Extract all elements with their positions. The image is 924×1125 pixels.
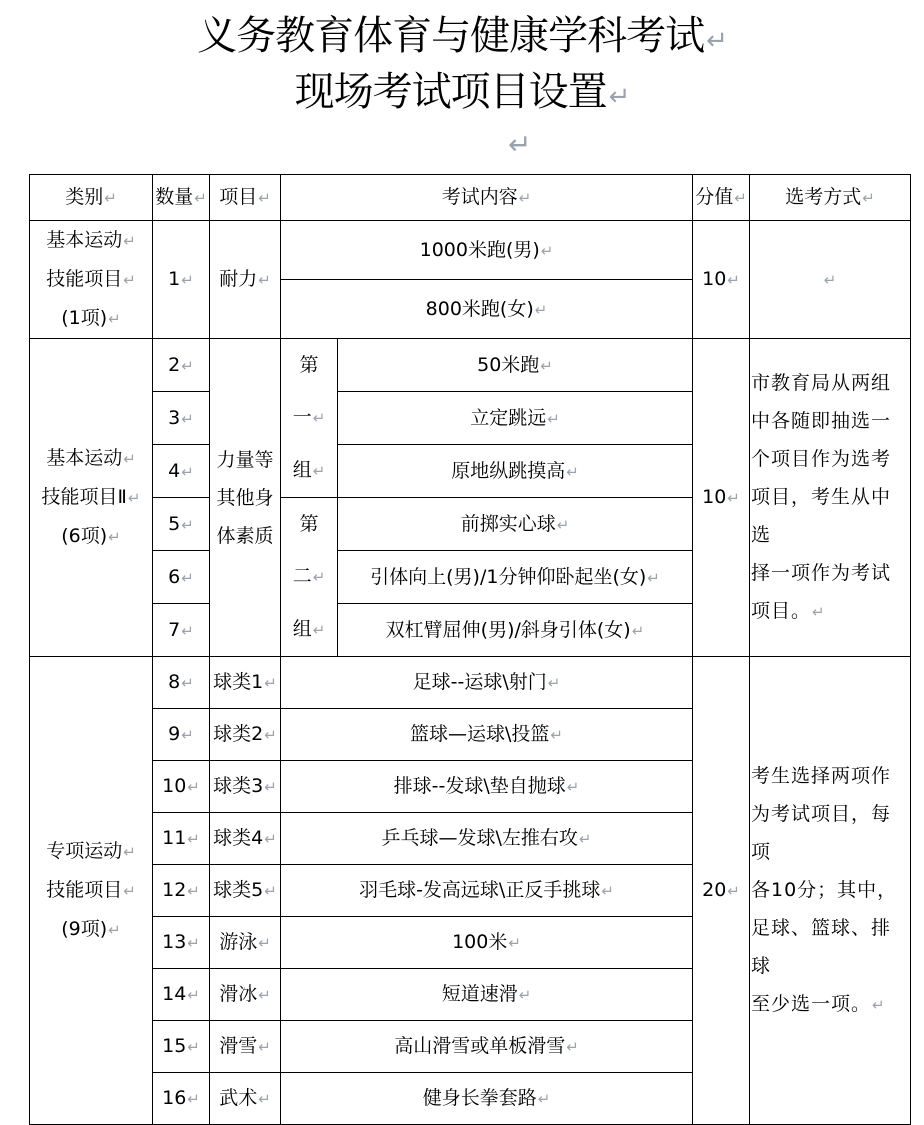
number-text: 8 ↵ (168, 671, 194, 693)
content-text: 短道速滑 ↵ (442, 983, 532, 1005)
item-cell (210, 813, 281, 865)
table-row (30, 657, 911, 709)
group-line: 第 (299, 354, 319, 376)
number-cell (153, 917, 210, 969)
content-cell (281, 221, 693, 280)
group-line: 第 (299, 513, 319, 535)
category-cell (30, 221, 153, 339)
table-row (30, 339, 911, 392)
group-one-cell (281, 339, 338, 498)
content-text: 1000米跑(男) ↵ (420, 239, 554, 261)
content-text: 引体向上(男)/1分钟仰卧起坐(女) ↵ (370, 566, 660, 588)
number-text: 15 ↵ (162, 1035, 200, 1057)
number-cell (153, 551, 210, 604)
method-line: 至少选一项。 ↵ (751, 985, 910, 1024)
item-line: 力量等 (216, 448, 274, 471)
method-line: 择一项作为考试 (751, 562, 892, 584)
number-text: 4 ↵ (168, 460, 194, 482)
content-cell (338, 339, 693, 392)
item-cell (210, 761, 281, 813)
content-cell (338, 445, 693, 498)
category-cell (30, 339, 153, 657)
content-cell (338, 551, 693, 604)
content-cell (281, 280, 693, 339)
number-text: 7 ↵ (168, 619, 194, 641)
item-cell (210, 221, 281, 339)
content-cell (338, 498, 693, 551)
number-cell (153, 761, 210, 813)
number-text: 14 ↵ (162, 983, 200, 1005)
content-cell (281, 917, 693, 969)
content-cell (281, 865, 693, 917)
method-line: 个项目作为选考 (751, 448, 892, 470)
content-text: 原地纵跳摸高 ↵ (451, 460, 579, 482)
score-cell (693, 339, 750, 657)
number-cell (153, 392, 210, 445)
category-line: 基本运动 ↵ (30, 221, 152, 260)
content-text: 排球--发球\垫自抛球 ↵ (394, 775, 580, 797)
content-text: 前掷实心球 ↵ (461, 513, 570, 535)
number-text: 12 ↵ (162, 879, 200, 901)
number-cell (153, 604, 210, 657)
group-line: 组 ↵ (281, 603, 337, 656)
method-line: 足球、篮球、排球 (751, 917, 892, 977)
number-cell (153, 339, 210, 392)
item-text: 球类5 ↵ (213, 879, 277, 901)
header-category-text: 类别 ↵ (65, 186, 117, 208)
score-cell (693, 221, 750, 339)
item-text: 武术 ↵ (219, 1087, 271, 1109)
number-cell (153, 1073, 210, 1125)
item-text: 球类4 ↵ (213, 827, 277, 849)
item-cell (210, 865, 281, 917)
content-text: 双杠臂屈伸(男)/斜身引体(女) ↵ (386, 619, 645, 641)
number-text: 16 ↵ (162, 1087, 200, 1109)
paragraph-mark-icon: ↵ (706, 26, 727, 56)
content-text: 足球--运球\射门 ↵ (413, 671, 561, 693)
header-method-text: 选考方式 ↵ (785, 186, 875, 208)
number-cell (153, 445, 210, 498)
title-line2-text: 现场考试项目设置 (294, 69, 607, 115)
item-line: 体素质 (216, 524, 274, 547)
item-text: 滑雪 ↵ (219, 1035, 271, 1057)
content-text: 立定跳远 ↵ (470, 407, 560, 429)
number-cell (153, 1021, 210, 1073)
method-line: 项目，考生从中选 (751, 486, 892, 546)
method-cell (750, 657, 911, 1125)
header-content-text: 考试内容 ↵ (442, 186, 532, 208)
number-text: 3 ↵ (168, 407, 194, 429)
method-cell (750, 339, 911, 657)
item-text: 球类1 ↵ (213, 671, 277, 693)
item-text: 球类3 ↵ (213, 775, 277, 797)
number-cell (153, 865, 210, 917)
item-cell (210, 969, 281, 1021)
content-text: 高山滑雪或单板滑雪 ↵ (394, 1035, 579, 1057)
header-method (750, 175, 911, 221)
item-cell (210, 1021, 281, 1073)
item-text: 滑冰 ↵ (219, 983, 271, 1005)
number-text: 6 ↵ (168, 566, 194, 588)
title-line1-text: 义务教育体育与健康学科考试 (197, 13, 705, 59)
content-text: 羽毛球-发高远球\正反手挑球 ↵ (359, 879, 614, 901)
number-cell (153, 657, 210, 709)
item-text: 游泳 ↵ (219, 931, 271, 953)
item-cell (210, 917, 281, 969)
paragraph-mark-icon: ↵ (508, 128, 532, 161)
content-text: 800米跑(女) ↵ (426, 298, 548, 320)
content-cell (338, 604, 693, 657)
header-score-text: 分值 ↵ (695, 186, 747, 208)
content-cell (281, 1021, 693, 1073)
score-text: 20 ↵ (702, 879, 740, 901)
number-cell (153, 221, 210, 339)
content-cell (281, 761, 693, 813)
header-content (281, 175, 693, 221)
category-line: (1项) ↵ (30, 299, 152, 338)
number-text: 13 ↵ (162, 931, 200, 953)
method-line: 考生选择两项作 (751, 765, 892, 787)
category-line: 基本运动 ↵ (30, 439, 152, 478)
number-cell (153, 709, 210, 761)
group-line: 一 ↵ (281, 391, 337, 444)
category-cell (30, 657, 153, 1125)
paragraph-mark-icon: ↵ (608, 82, 630, 112)
method-line: 为考试项目，每项 (751, 803, 892, 863)
content-text: 100米 ↵ (452, 931, 521, 953)
content-cell (281, 969, 693, 1021)
content-text: 50米跑 ↵ (477, 354, 553, 376)
group-line: 组 ↵ (281, 444, 337, 497)
header-count (153, 175, 210, 221)
item-cell (210, 1073, 281, 1125)
number-text: 10 ↵ (162, 775, 200, 797)
number-cell (153, 498, 210, 551)
paragraph-mark-icon: ↵ (823, 271, 837, 289)
content-cell (281, 657, 693, 709)
table-row (30, 221, 911, 280)
item-cell (210, 709, 281, 761)
method-line: 市教育局从两组 (751, 372, 892, 394)
header-category (30, 175, 153, 221)
score-text: 10 ↵ (702, 486, 740, 508)
content-text: 乒乓球—发球\左推右攻 ↵ (382, 827, 592, 849)
content-text: 篮球—运球\投篮 ↵ (410, 723, 563, 745)
header-item (210, 175, 281, 221)
group-line: 二 ↵ (281, 550, 337, 603)
content-text: 健身长拳套路 ↵ (423, 1087, 551, 1109)
category-line: (6项) ↵ (30, 517, 152, 556)
number-cell (153, 969, 210, 1021)
group-two-cell (281, 498, 338, 657)
content-cell (281, 813, 693, 865)
item-cell (210, 339, 281, 657)
header-row (30, 175, 911, 221)
score-cell (693, 657, 750, 1125)
doc-title-line2 (0, 66, 924, 123)
category-line: 专项运动 ↵ (30, 832, 152, 871)
item-cell (210, 657, 281, 709)
number-text: 5 ↵ (168, 513, 194, 535)
method-line: 中各随即抽选一 (751, 410, 892, 432)
exam-items-table (29, 174, 911, 1125)
content-cell (281, 709, 693, 761)
header-count-text: 数量 ↵ (155, 186, 207, 208)
category-line: (9项) ↵ (30, 910, 152, 949)
category-line: 技能项目 ↵ (30, 260, 152, 299)
method-line: 项目。 ↵ (751, 592, 910, 631)
number-text: 9 ↵ (168, 723, 194, 745)
score-text: 10 ↵ (702, 268, 740, 290)
method-line: 各10分；其中， (751, 879, 898, 901)
header-item-text: 项目 ↵ (219, 186, 271, 208)
header-score (693, 175, 750, 221)
item-text: 耐力 ↵ (219, 268, 271, 290)
number-text: 1 ↵ (168, 268, 194, 290)
doc-title-line1 (0, 10, 924, 67)
item-text: 球类2 ↵ (213, 723, 277, 745)
number-text: 11 ↵ (162, 827, 200, 849)
method-cell (750, 221, 911, 339)
item-line: 其他身 (216, 486, 274, 509)
number-cell (153, 813, 210, 865)
content-cell (281, 1073, 693, 1125)
category-line: 技能项目 ↵ (30, 871, 152, 910)
number-text: 2 ↵ (168, 354, 194, 376)
content-cell (338, 392, 693, 445)
category-line: 技能项目Ⅱ ↵ (30, 478, 152, 517)
